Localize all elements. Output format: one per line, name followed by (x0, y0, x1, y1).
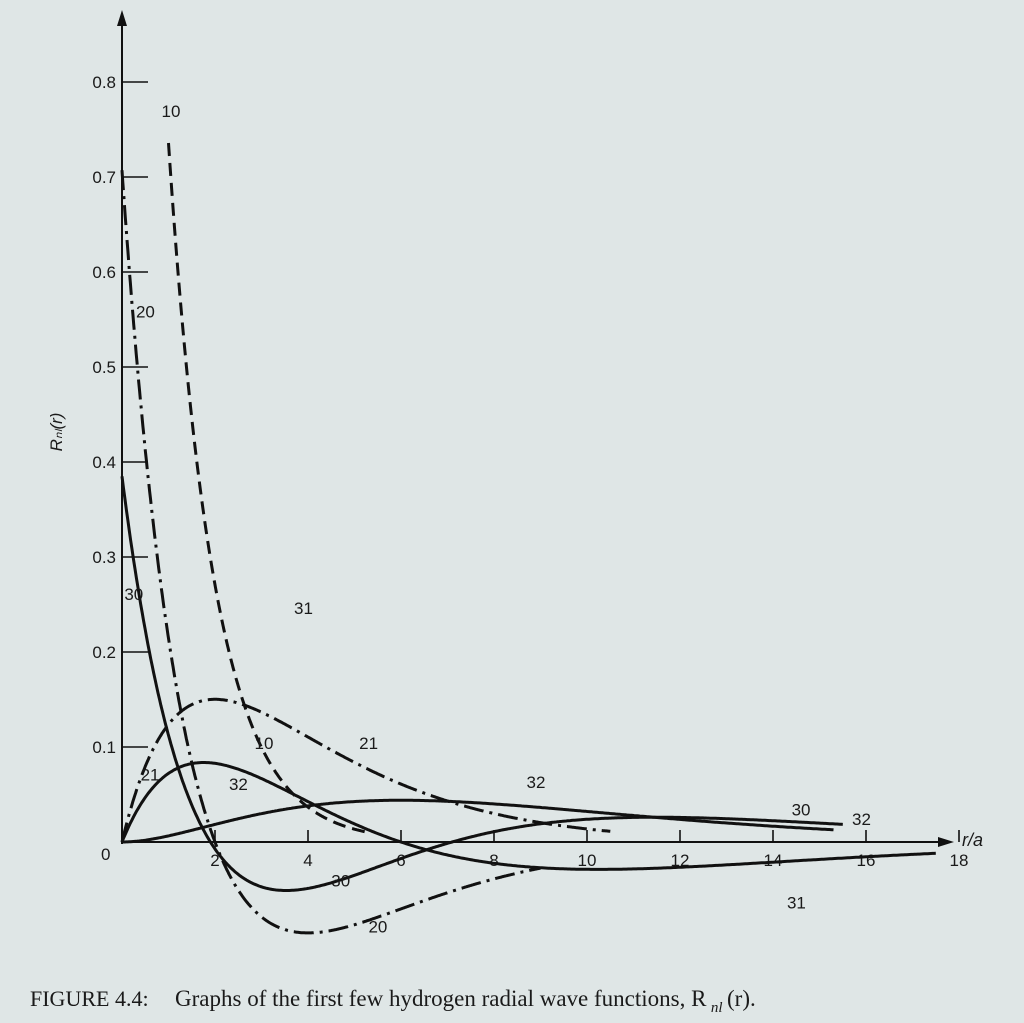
curve-label: 20 (368, 917, 388, 937)
curve-label: 32 (852, 809, 871, 829)
y-axis-arrow (117, 10, 127, 26)
x-tick-label: 16 (856, 851, 876, 870)
curve-label: 31 (294, 599, 313, 618)
caption-subscript: nl (710, 1000, 723, 1016)
curve-label: 32 (526, 772, 546, 792)
x-axis-label: r/a (962, 830, 984, 850)
y-tick-label: 0.2 (92, 643, 116, 662)
x-tick-label: 10 (577, 851, 597, 870)
curve-label: 10 (161, 102, 181, 122)
x-tick-label: 6 (396, 851, 406, 870)
curve-label: 10 (254, 733, 274, 753)
curve-label: 32 (228, 774, 248, 794)
y-tick-label: 0.8 (92, 73, 116, 92)
y-tick-label: 0.7 (92, 168, 116, 187)
caption-tail: (r). (727, 986, 756, 1011)
series-line-21 (122, 699, 610, 842)
x-tick-label: 2 (210, 851, 220, 870)
curve-label: 31 (786, 893, 806, 913)
labels (124, 102, 871, 936)
y-axis-label: Rₙₗ(r) (47, 412, 66, 452)
caption-figure-number: FIGURE 4.4: (30, 986, 149, 1011)
curve-label: 20 (135, 302, 155, 322)
curve-label: 30 (331, 871, 351, 891)
y-tick-label: 0.1 (92, 738, 116, 757)
caption-text: Graphs of the first few hydrogen radial wave functions, R (175, 986, 707, 1011)
y-tick-label: 0.6 (92, 263, 116, 282)
x-tick-label: 8 (489, 851, 499, 870)
x-axis-arrow (938, 837, 954, 847)
series-line-10 (169, 143, 369, 833)
origin-label: 0 (101, 845, 111, 864)
caption (30, 986, 756, 1016)
x-tick-label: 4 (303, 851, 313, 870)
curves (122, 143, 936, 933)
series-line-20 (122, 170, 541, 933)
curve-label: 30 (124, 584, 144, 604)
axes (92, 10, 968, 870)
x-tick-label: 18 (949, 851, 969, 870)
curve-label: 30 (791, 800, 811, 820)
x-tick-label: 14 (763, 851, 783, 870)
x-tick-label: 12 (670, 851, 690, 870)
y-tick-label: 0.4 (92, 453, 116, 472)
series-line-30 (122, 476, 843, 890)
curve-label: 21 (359, 733, 379, 753)
y-tick-label: 0.5 (92, 358, 116, 377)
y-tick-label: 0.3 (92, 548, 116, 567)
curve-label: 21 (140, 765, 160, 785)
